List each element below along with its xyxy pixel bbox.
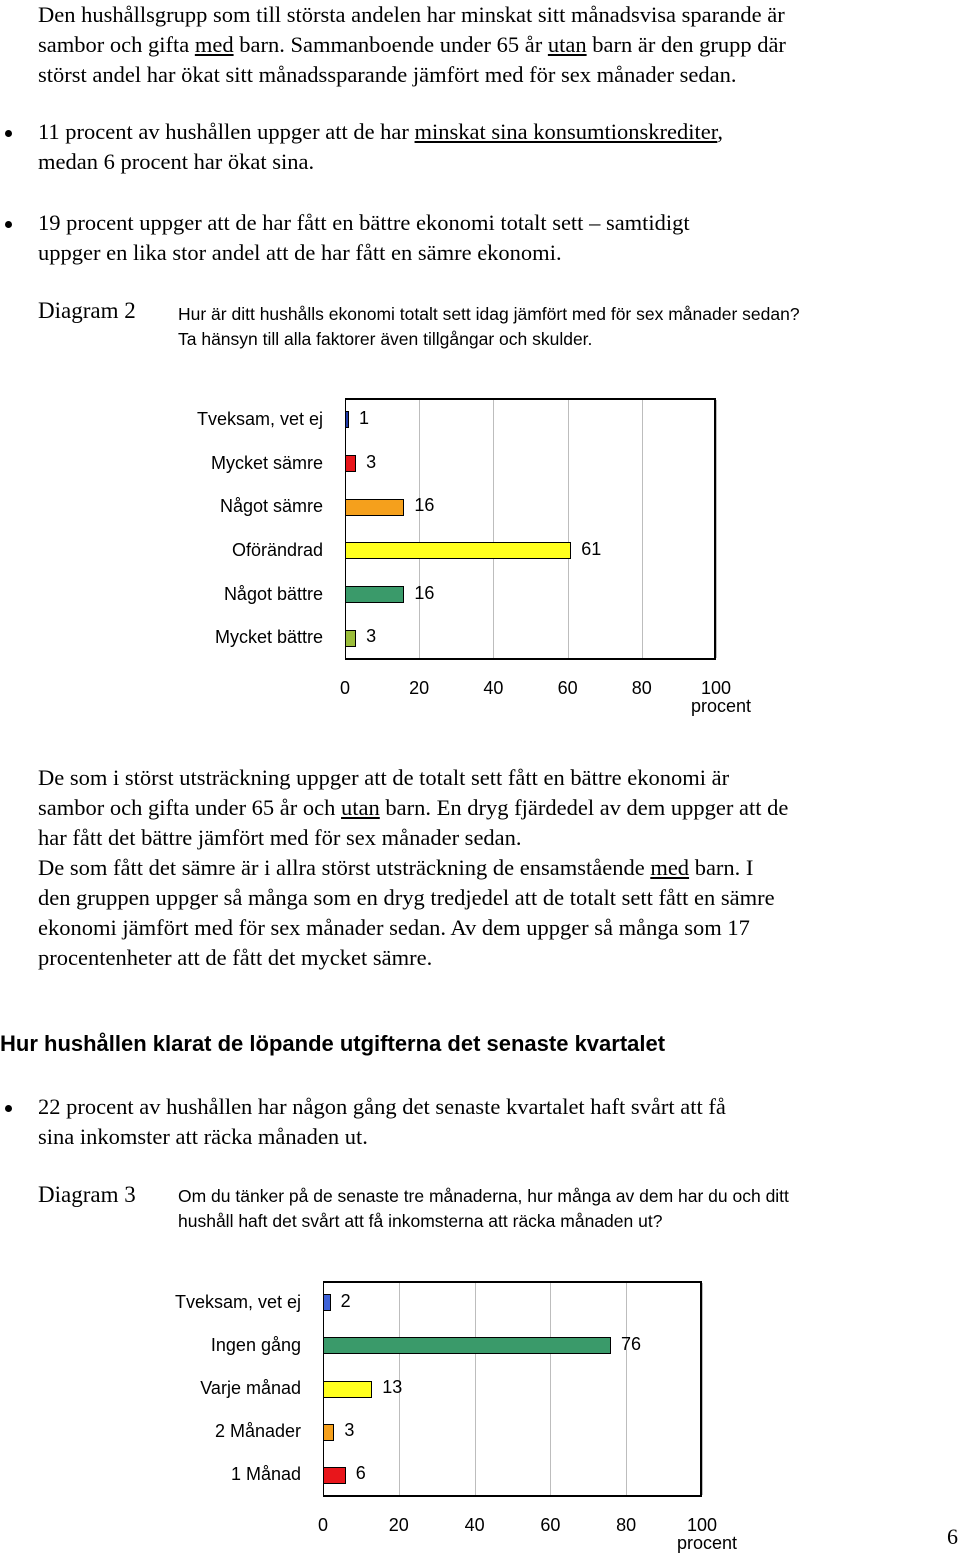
value-label: 3 xyxy=(344,1420,355,1441)
category-label: Ingen gång xyxy=(210,1334,301,1355)
category-label: Något bättre xyxy=(223,583,323,604)
bar xyxy=(345,630,356,647)
bar xyxy=(323,1337,611,1354)
value-label: 13 xyxy=(382,1377,403,1397)
bullet-dot-icon xyxy=(5,221,12,228)
value-label: 2 xyxy=(340,1290,351,1311)
x-tick-label: 40 xyxy=(483,678,504,698)
bullet-item-income: 22 procent av hushållen har någon gång det senaste kvartalet haft svårt att få sina inkomster att räcka månaden ut. xyxy=(38,1092,958,1152)
diagram-2-label: Diagram 2 xyxy=(38,298,136,323)
category-label: 2 Månader xyxy=(214,1421,301,1442)
gridline xyxy=(626,1283,627,1495)
x-tick-label: 60 xyxy=(540,1515,561,1535)
category-label: Mycket bättre xyxy=(214,627,323,648)
diagram-2-question: Hur är ditt hushålls ekonomi totalt sett idag jämfört med för sex månader sedan? Ta hänsyn till alla faktorer även tillgångar och skulder. xyxy=(178,304,800,349)
intro-paragraph xyxy=(38,0,958,90)
category-label: 1 Månad xyxy=(230,1464,301,1485)
value-label: 3 xyxy=(366,451,377,472)
bullet-dot-icon xyxy=(5,1105,12,1112)
bar xyxy=(345,411,349,428)
bar xyxy=(323,1381,372,1398)
bar xyxy=(323,1467,346,1484)
category-label: Mycket sämre xyxy=(210,452,323,473)
x-tick-label: 0 xyxy=(339,678,351,698)
bar xyxy=(345,542,571,559)
value-label: 16 xyxy=(414,582,435,603)
gridline xyxy=(702,1283,703,1495)
x-tick-label: 20 xyxy=(409,678,430,698)
bar xyxy=(345,455,356,472)
intro-line-2: sambor och gifta med barn. Sammanboende under 65 år utan barn är den grupp där xyxy=(38,32,786,57)
category-label: Tveksam, vet ej xyxy=(196,408,323,429)
x-tick-label: 0 xyxy=(317,1515,329,1535)
gridline xyxy=(550,1283,551,1495)
bullet-item-consumer-credits: 11 procent av hushållen uppger att de har minskat sina konsumtionskrediter, medan 6 procent har ökat sina. xyxy=(38,117,958,177)
value-label: 6 xyxy=(355,1463,366,1484)
category-label: Tveksam, vet ej xyxy=(174,1291,301,1312)
x-tick-label: 100 xyxy=(686,1515,718,1535)
x-axis-title: procent xyxy=(690,696,752,716)
category-label: Oförändrad xyxy=(231,539,323,560)
category-label: Något sämre xyxy=(219,496,323,517)
x-tick-label: 40 xyxy=(464,1515,485,1535)
bar xyxy=(345,586,404,603)
bar xyxy=(323,1294,331,1311)
category-label: Varje månad xyxy=(200,1378,301,1398)
value-label: 76 xyxy=(621,1333,642,1354)
intro-line-1: Den hushållsgrupp som till största andelen har minskat sitt månadsvisa sparande är xyxy=(38,2,785,27)
gridline xyxy=(642,400,643,658)
bar xyxy=(345,499,404,516)
bullet-dot-icon xyxy=(5,130,12,137)
x-tick-label: 60 xyxy=(557,678,578,698)
bar xyxy=(323,1424,334,1441)
gridline xyxy=(493,400,494,658)
x-axis-title: procent xyxy=(676,1533,738,1553)
intro-line-3: störst andel har ökat sitt månadssparande jämfört med för sex månader sedan. xyxy=(38,62,737,87)
gridline xyxy=(568,400,569,658)
page-number: 6 xyxy=(947,1524,958,1549)
gridline xyxy=(716,400,717,658)
diagram-3-label: Diagram 3 xyxy=(38,1182,136,1207)
plot-area xyxy=(323,1281,702,1497)
gridline xyxy=(419,400,420,658)
gridline xyxy=(475,1283,476,1495)
x-tick-label: 80 xyxy=(616,1515,637,1535)
value-label: 1 xyxy=(359,407,370,428)
bullet-item-economy: 19 procent uppger att de har fått en bättre ekonomi totalt sett – samtidigt uppger en lika stor andel att de har fått en sämre ekonomi. xyxy=(38,208,958,268)
value-label: 61 xyxy=(581,538,602,559)
diagram-3-question: Om du tänker på de senaste tre månaderna, hur många av dem har du och ditt hushåll haft det svårt att få inkomsterna att räcka månaden ut? xyxy=(178,1186,789,1231)
x-tick-label: 20 xyxy=(388,1515,409,1535)
value-label: 3 xyxy=(366,626,377,647)
plot-area xyxy=(345,398,716,660)
x-tick-label: 100 xyxy=(700,678,732,698)
section-heading: Hur hushållen klarat de löpande utgifterna det senaste kvartalet xyxy=(0,1031,666,1056)
value-label: 16 xyxy=(414,495,435,516)
analysis-paragraph: De som i störst utsträckning uppger att de totalt sett fått en bättre ekonomi är sambor och gifta under 65 år och utan barn. En dryg fjärdedel av dem uppger att de har fått det bättre jämfört med för sex månader sedan. De som fått det sämre är i allra störst utsträckning de ensamstående med barn. I den gruppen uppger så många som en dryg tredjedel att de totalt sett fått en sämre ekonomi jämfört med för sex månader sedan. Av dem uppger så många som 17 procentenheter att de fått det mycket sämre. xyxy=(38,765,789,970)
x-tick-label: 80 xyxy=(631,678,652,698)
